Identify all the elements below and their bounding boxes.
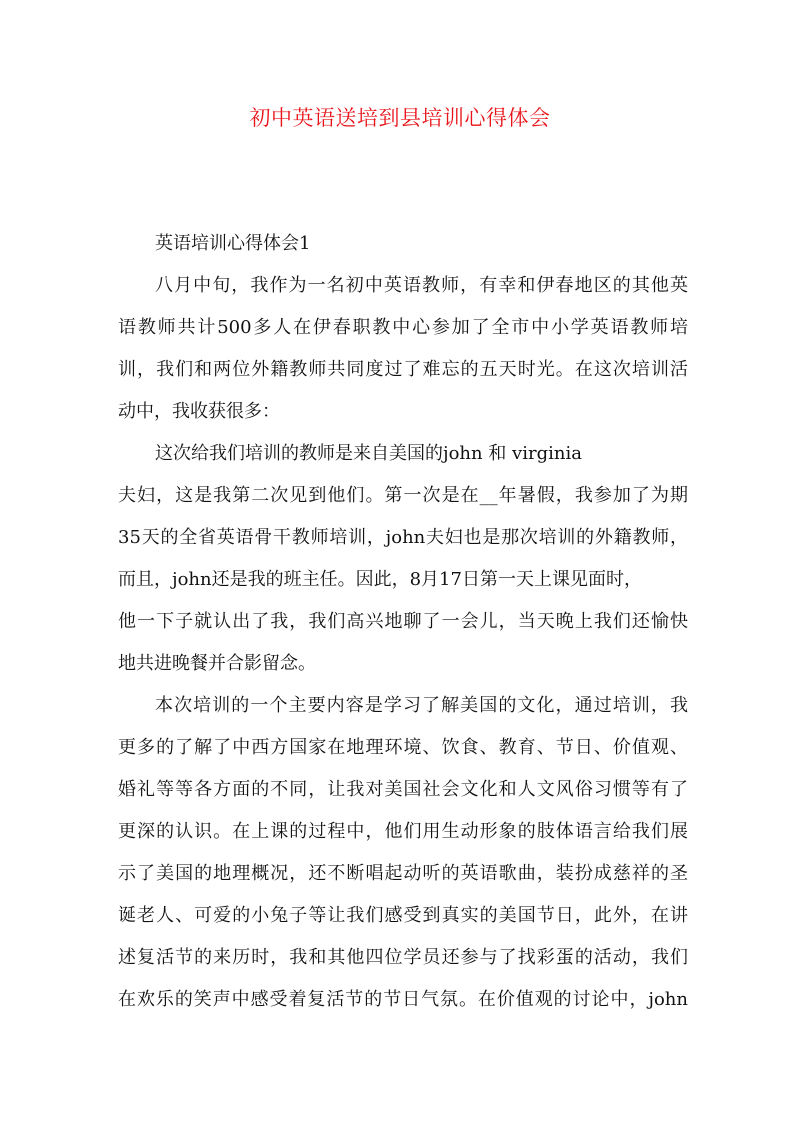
paragraph-line: 更多的了解了中西方国家在地理环境、饮食、教育、节日、价值观、 — [118, 737, 688, 758]
paragraph-line: 这次给我们培训的教师是来自美国的john 和 virginia — [155, 443, 582, 464]
paragraph-line: 35天的全省英语骨干教师培训，john夫妇也是那次培训的外籍教师， — [118, 527, 688, 548]
paragraph-line: 地共进晚餐并合影留念。 — [118, 653, 316, 674]
paragraph-line: 婚礼等等各方面的不同，让我对美国社会文化和人文风俗习惯等有了 — [118, 779, 688, 800]
paragraph-line: 语教师共计500多人在伊春职教中心参加了全市中小学英语教师培 — [118, 317, 688, 338]
paragraph-line: 更深的认识。在上课的过程中，他们用生动形象的肢体语言给我们展 — [118, 821, 688, 842]
paragraph-line: 他一下子就认出了我，我们高兴地聊了一会儿，当天晚上我们还愉快 — [118, 611, 688, 632]
paragraph-line: 诞老人、可爱的小兔子等让我们感受到真实的美国节日，此外，在讲 — [118, 905, 688, 926]
paragraph-line: 在欢乐的笑声中感受着复活节的节日气氛。在价值观的讨论中，john — [118, 989, 688, 1010]
paragraph-line: 八月中旬，我作为一名初中英语教师，有幸和伊春地区的其他英 — [155, 275, 688, 296]
paragraph-line: 训，我们和两位外籍教师共同度过了难忘的五天时光。在这次培训活 — [118, 359, 688, 380]
paragraph-line: 述复活节的来历时，我和其他四位学员还参与了找彩蛋的活动，我们 — [118, 947, 688, 968]
paragraph-line: 动中，我收获很多： — [118, 401, 280, 422]
paragraph-line: 夫妇，这是我第二次见到他们。第一次是在__年暑假，我参加了为期 — [118, 485, 688, 506]
paragraph-line: 示了美国的地理概况，还不断唱起动听的英语歌曲，装扮成慈祥的圣 — [118, 863, 688, 884]
section-heading: 英语培训心得体会1 — [155, 233, 311, 254]
document-title: 初中英语送培到县培训心得体会 — [249, 106, 551, 130]
paragraph-line: 本次培训的一个主要内容是学习了解美国的文化，通过培训，我 — [155, 695, 688, 716]
paragraph-line: 而且，john还是我的班主任。因此，8月17日第一天上课见面时， — [118, 569, 642, 590]
